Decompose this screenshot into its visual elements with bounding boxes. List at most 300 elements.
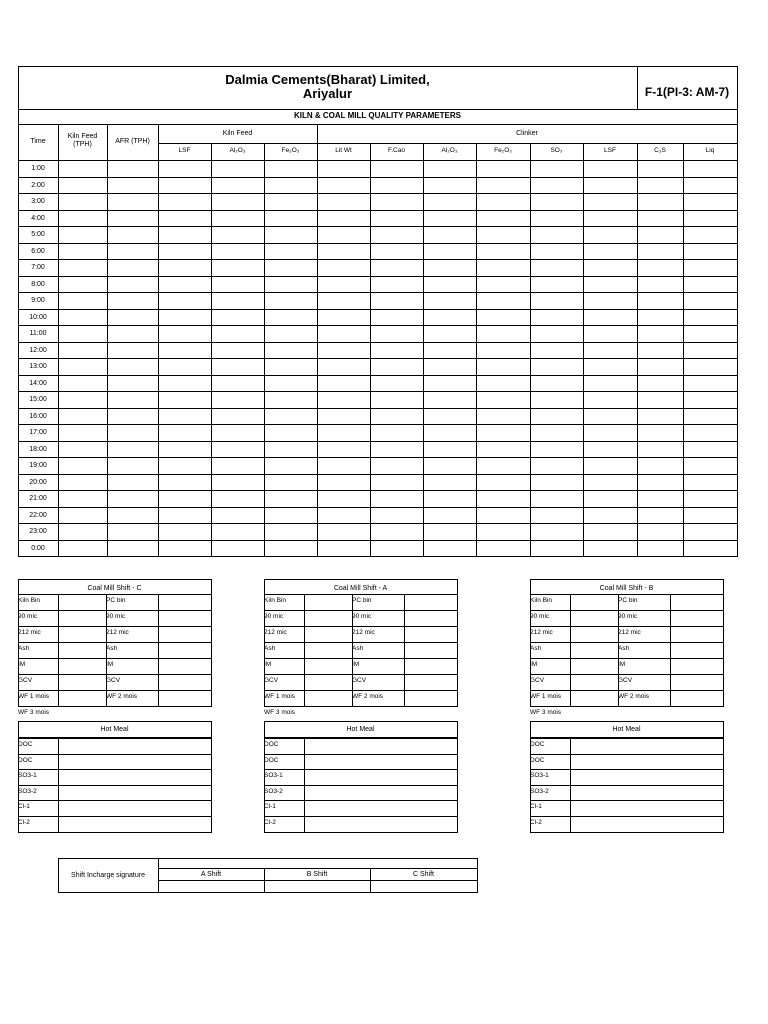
reading-cell[interactable]	[637, 441, 684, 458]
reading-cell[interactable]	[583, 193, 638, 211]
reading-cell[interactable]	[370, 160, 424, 178]
reading-cell[interactable]	[476, 358, 531, 376]
coal-mill-value-cell[interactable]	[404, 610, 458, 627]
coal-mill-value-cell[interactable]	[670, 610, 724, 627]
reading-cell[interactable]	[264, 358, 318, 376]
reading-cell[interactable]	[264, 193, 318, 211]
reading-cell[interactable]	[583, 226, 638, 244]
reading-cell[interactable]	[107, 523, 159, 541]
reading-cell[interactable]	[423, 177, 477, 194]
reading-cell[interactable]	[476, 424, 531, 442]
reading-cell[interactable]	[637, 358, 684, 376]
coal-mill-value-cell[interactable]	[404, 594, 458, 611]
reading-cell[interactable]	[317, 259, 371, 277]
reading-cell[interactable]	[158, 193, 212, 211]
reading-cell[interactable]	[107, 243, 159, 260]
reading-cell[interactable]	[683, 276, 738, 293]
reading-cell[interactable]	[158, 540, 212, 557]
hot-meal-value-cell[interactable]	[58, 816, 212, 833]
reading-cell[interactable]	[530, 424, 584, 442]
reading-cell[interactable]	[530, 474, 584, 491]
reading-cell[interactable]	[317, 474, 371, 491]
reading-cell[interactable]	[370, 325, 424, 343]
reading-cell[interactable]	[211, 358, 265, 376]
coal-mill-value-cell[interactable]	[304, 642, 353, 659]
reading-cell[interactable]	[683, 259, 738, 277]
reading-cell[interactable]	[530, 408, 584, 425]
reading-cell[interactable]	[530, 193, 584, 211]
reading-cell[interactable]	[476, 325, 531, 343]
reading-cell[interactable]	[211, 507, 265, 524]
reading-cell[interactable]	[58, 309, 108, 326]
coal-mill-value-cell[interactable]	[304, 626, 353, 643]
reading-cell[interactable]	[683, 243, 738, 260]
reading-cell[interactable]	[530, 507, 584, 524]
reading-cell[interactable]	[683, 424, 738, 442]
coal-mill-value-cell[interactable]	[158, 626, 212, 643]
reading-cell[interactable]	[107, 342, 159, 359]
reading-cell[interactable]	[317, 342, 371, 359]
reading-cell[interactable]	[158, 243, 212, 260]
reading-cell[interactable]	[476, 391, 531, 409]
reading-cell[interactable]	[211, 243, 265, 260]
reading-cell[interactable]	[583, 408, 638, 425]
reading-cell[interactable]	[264, 325, 318, 343]
reading-cell[interactable]	[58, 177, 108, 194]
reading-cell[interactable]	[158, 457, 212, 475]
reading-cell[interactable]	[158, 292, 212, 310]
reading-cell[interactable]	[583, 457, 638, 475]
reading-cell[interactable]	[530, 210, 584, 227]
coal-mill-value-cell[interactable]	[670, 674, 724, 691]
reading-cell[interactable]	[637, 276, 684, 293]
reading-cell[interactable]	[683, 474, 738, 491]
reading-cell[interactable]	[107, 309, 159, 326]
reading-cell[interactable]	[211, 457, 265, 475]
coal-mill-value-cell[interactable]	[670, 594, 724, 611]
reading-cell[interactable]	[264, 523, 318, 541]
reading-cell[interactable]	[158, 523, 212, 541]
reading-cell[interactable]	[637, 210, 684, 227]
coal-mill-value-cell[interactable]	[304, 610, 353, 627]
coal-mill-value-cell[interactable]	[570, 642, 619, 659]
signature-entry-cell[interactable]	[158, 880, 265, 893]
reading-cell[interactable]	[58, 342, 108, 359]
reading-cell[interactable]	[683, 375, 738, 392]
reading-cell[interactable]	[637, 193, 684, 211]
reading-cell[interactable]	[107, 391, 159, 409]
reading-cell[interactable]	[637, 408, 684, 425]
coal-mill-value-cell[interactable]	[670, 626, 724, 643]
reading-cell[interactable]	[423, 507, 477, 524]
reading-cell[interactable]	[683, 408, 738, 425]
reading-cell[interactable]	[58, 474, 108, 491]
reading-cell[interactable]	[317, 441, 371, 458]
coal-mill-value-cell[interactable]	[58, 642, 107, 659]
reading-cell[interactable]	[58, 358, 108, 376]
hot-meal-value-cell[interactable]	[304, 785, 458, 801]
reading-cell[interactable]	[211, 342, 265, 359]
reading-cell[interactable]	[370, 226, 424, 244]
reading-cell[interactable]	[476, 457, 531, 475]
reading-cell[interactable]	[583, 358, 638, 376]
coal-mill-value-cell[interactable]	[58, 610, 107, 627]
reading-cell[interactable]	[211, 523, 265, 541]
reading-cell[interactable]	[107, 358, 159, 376]
reading-cell[interactable]	[476, 490, 531, 508]
reading-cell[interactable]	[107, 457, 159, 475]
reading-cell[interactable]	[264, 375, 318, 392]
reading-cell[interactable]	[637, 292, 684, 310]
reading-cell[interactable]	[107, 226, 159, 244]
reading-cell[interactable]	[211, 540, 265, 557]
reading-cell[interactable]	[370, 210, 424, 227]
reading-cell[interactable]	[530, 342, 584, 359]
reading-cell[interactable]	[683, 507, 738, 524]
reading-cell[interactable]	[107, 177, 159, 194]
reading-cell[interactable]	[370, 276, 424, 293]
reading-cell[interactable]	[58, 226, 108, 244]
hot-meal-value-cell[interactable]	[58, 785, 212, 801]
reading-cell[interactable]	[476, 292, 531, 310]
reading-cell[interactable]	[211, 375, 265, 392]
reading-cell[interactable]	[158, 474, 212, 491]
reading-cell[interactable]	[370, 375, 424, 392]
signature-entry-cell[interactable]	[370, 880, 478, 893]
reading-cell[interactable]	[637, 226, 684, 244]
reading-cell[interactable]	[423, 408, 477, 425]
reading-cell[interactable]	[158, 342, 212, 359]
reading-cell[interactable]	[58, 507, 108, 524]
reading-cell[interactable]	[158, 375, 212, 392]
reading-cell[interactable]	[637, 490, 684, 508]
reading-cell[interactable]	[264, 457, 318, 475]
reading-cell[interactable]	[211, 309, 265, 326]
reading-cell[interactable]	[107, 193, 159, 211]
reading-cell[interactable]	[683, 325, 738, 343]
coal-mill-value-cell[interactable]	[158, 690, 212, 707]
reading-cell[interactable]	[476, 177, 531, 194]
reading-cell[interactable]	[530, 309, 584, 326]
coal-mill-value-cell[interactable]	[158, 642, 212, 659]
reading-cell[interactable]	[370, 523, 424, 541]
reading-cell[interactable]	[370, 193, 424, 211]
reading-cell[interactable]	[423, 490, 477, 508]
reading-cell[interactable]	[683, 309, 738, 326]
reading-cell[interactable]	[423, 375, 477, 392]
reading-cell[interactable]	[58, 523, 108, 541]
reading-cell[interactable]	[58, 391, 108, 409]
reading-cell[interactable]	[264, 408, 318, 425]
reading-cell[interactable]	[58, 210, 108, 227]
reading-cell[interactable]	[264, 210, 318, 227]
hot-meal-value-cell[interactable]	[570, 800, 724, 817]
coal-mill-value-cell[interactable]	[404, 690, 458, 707]
reading-cell[interactable]	[476, 276, 531, 293]
reading-cell[interactable]	[637, 540, 684, 557]
reading-cell[interactable]	[583, 292, 638, 310]
reading-cell[interactable]	[637, 424, 684, 442]
reading-cell[interactable]	[476, 408, 531, 425]
reading-cell[interactable]	[264, 276, 318, 293]
coal-mill-value-cell[interactable]	[58, 690, 107, 707]
reading-cell[interactable]	[264, 424, 318, 442]
reading-cell[interactable]	[107, 441, 159, 458]
coal-mill-value-cell[interactable]	[670, 642, 724, 659]
reading-cell[interactable]	[423, 259, 477, 277]
reading-cell[interactable]	[264, 160, 318, 178]
reading-cell[interactable]	[583, 259, 638, 277]
reading-cell[interactable]	[476, 309, 531, 326]
reading-cell[interactable]	[107, 375, 159, 392]
reading-cell[interactable]	[476, 160, 531, 178]
reading-cell[interactable]	[683, 391, 738, 409]
hot-meal-value-cell[interactable]	[58, 738, 212, 755]
reading-cell[interactable]	[370, 342, 424, 359]
coal-mill-value-cell[interactable]	[404, 674, 458, 691]
coal-mill-value-cell[interactable]	[158, 658, 212, 675]
reading-cell[interactable]	[683, 193, 738, 211]
reading-cell[interactable]	[423, 309, 477, 326]
reading-cell[interactable]	[370, 259, 424, 277]
hot-meal-value-cell[interactable]	[304, 800, 458, 817]
reading-cell[interactable]	[423, 424, 477, 442]
coal-mill-value-cell[interactable]	[58, 594, 107, 611]
reading-cell[interactable]	[423, 474, 477, 491]
reading-cell[interactable]	[423, 292, 477, 310]
reading-cell[interactable]	[58, 325, 108, 343]
reading-cell[interactable]	[158, 325, 212, 343]
reading-cell[interactable]	[58, 292, 108, 310]
reading-cell[interactable]	[423, 441, 477, 458]
reading-cell[interactable]	[264, 226, 318, 244]
reading-cell[interactable]	[583, 342, 638, 359]
reading-cell[interactable]	[107, 540, 159, 557]
reading-cell[interactable]	[158, 507, 212, 524]
reading-cell[interactable]	[370, 292, 424, 310]
coal-mill-value-cell[interactable]	[670, 690, 724, 707]
reading-cell[interactable]	[530, 325, 584, 343]
coal-mill-value-cell[interactable]	[404, 626, 458, 643]
reading-cell[interactable]	[317, 276, 371, 293]
reading-cell[interactable]	[476, 507, 531, 524]
reading-cell[interactable]	[58, 243, 108, 260]
reading-cell[interactable]	[58, 193, 108, 211]
reading-cell[interactable]	[530, 523, 584, 541]
reading-cell[interactable]	[317, 523, 371, 541]
reading-cell[interactable]	[264, 490, 318, 508]
hot-meal-value-cell[interactable]	[570, 816, 724, 833]
reading-cell[interactable]	[583, 507, 638, 524]
reading-cell[interactable]	[370, 441, 424, 458]
reading-cell[interactable]	[476, 243, 531, 260]
coal-mill-value-cell[interactable]	[158, 674, 212, 691]
reading-cell[interactable]	[637, 507, 684, 524]
reading-cell[interactable]	[683, 523, 738, 541]
hot-meal-value-cell[interactable]	[570, 785, 724, 801]
reading-cell[interactable]	[423, 523, 477, 541]
reading-cell[interactable]	[158, 424, 212, 442]
reading-cell[interactable]	[58, 160, 108, 178]
reading-cell[interactable]	[264, 441, 318, 458]
reading-cell[interactable]	[370, 391, 424, 409]
reading-cell[interactable]	[476, 226, 531, 244]
reading-cell[interactable]	[583, 523, 638, 541]
reading-cell[interactable]	[423, 358, 477, 376]
reading-cell[interactable]	[317, 457, 371, 475]
reading-cell[interactable]	[107, 507, 159, 524]
reading-cell[interactable]	[583, 309, 638, 326]
reading-cell[interactable]	[370, 177, 424, 194]
reading-cell[interactable]	[683, 292, 738, 310]
reading-cell[interactable]	[264, 177, 318, 194]
reading-cell[interactable]	[583, 243, 638, 260]
reading-cell[interactable]	[683, 358, 738, 376]
reading-cell[interactable]	[107, 210, 159, 227]
reading-cell[interactable]	[107, 259, 159, 277]
reading-cell[interactable]	[317, 325, 371, 343]
reading-cell[interactable]	[370, 457, 424, 475]
coal-mill-value-cell[interactable]	[304, 594, 353, 611]
hot-meal-value-cell[interactable]	[58, 769, 212, 786]
hot-meal-value-cell[interactable]	[304, 738, 458, 755]
reading-cell[interactable]	[423, 276, 477, 293]
reading-cell[interactable]	[423, 342, 477, 359]
reading-cell[interactable]	[317, 292, 371, 310]
coal-mill-value-cell[interactable]	[570, 690, 619, 707]
reading-cell[interactable]	[370, 408, 424, 425]
reading-cell[interactable]	[264, 391, 318, 409]
reading-cell[interactable]	[637, 457, 684, 475]
reading-cell[interactable]	[423, 540, 477, 557]
reading-cell[interactable]	[423, 243, 477, 260]
coal-mill-value-cell[interactable]	[58, 674, 107, 691]
reading-cell[interactable]	[211, 441, 265, 458]
reading-cell[interactable]	[58, 259, 108, 277]
reading-cell[interactable]	[158, 160, 212, 178]
reading-cell[interactable]	[370, 540, 424, 557]
reading-cell[interactable]	[264, 243, 318, 260]
reading-cell[interactable]	[58, 441, 108, 458]
reading-cell[interactable]	[58, 408, 108, 425]
reading-cell[interactable]	[264, 259, 318, 277]
reading-cell[interactable]	[476, 523, 531, 541]
reading-cell[interactable]	[317, 540, 371, 557]
reading-cell[interactable]	[370, 474, 424, 491]
reading-cell[interactable]	[158, 309, 212, 326]
coal-mill-value-cell[interactable]	[304, 690, 353, 707]
reading-cell[interactable]	[583, 325, 638, 343]
reading-cell[interactable]	[211, 160, 265, 178]
reading-cell[interactable]	[107, 276, 159, 293]
reading-cell[interactable]	[476, 441, 531, 458]
reading-cell[interactable]	[370, 424, 424, 442]
reading-cell[interactable]	[370, 490, 424, 508]
coal-mill-value-cell[interactable]	[58, 626, 107, 643]
reading-cell[interactable]	[158, 226, 212, 244]
reading-cell[interactable]	[530, 259, 584, 277]
reading-cell[interactable]	[423, 226, 477, 244]
hot-meal-value-cell[interactable]	[58, 754, 212, 770]
reading-cell[interactable]	[211, 474, 265, 491]
reading-cell[interactable]	[423, 160, 477, 178]
reading-cell[interactable]	[683, 226, 738, 244]
reading-cell[interactable]	[107, 325, 159, 343]
coal-mill-value-cell[interactable]	[570, 674, 619, 691]
reading-cell[interactable]	[370, 309, 424, 326]
coal-mill-value-cell[interactable]	[570, 610, 619, 627]
reading-cell[interactable]	[317, 408, 371, 425]
reading-cell[interactable]	[683, 441, 738, 458]
reading-cell[interactable]	[476, 474, 531, 491]
reading-cell[interactable]	[476, 259, 531, 277]
reading-cell[interactable]	[530, 243, 584, 260]
reading-cell[interactable]	[370, 243, 424, 260]
reading-cell[interactable]	[317, 490, 371, 508]
reading-cell[interactable]	[683, 210, 738, 227]
reading-cell[interactable]	[317, 309, 371, 326]
reading-cell[interactable]	[158, 441, 212, 458]
reading-cell[interactable]	[264, 309, 318, 326]
reading-cell[interactable]	[370, 358, 424, 376]
reading-cell[interactable]	[637, 375, 684, 392]
coal-mill-value-cell[interactable]	[304, 658, 353, 675]
reading-cell[interactable]	[637, 523, 684, 541]
reading-cell[interactable]	[476, 210, 531, 227]
reading-cell[interactable]	[637, 160, 684, 178]
reading-cell[interactable]	[264, 342, 318, 359]
reading-cell[interactable]	[107, 490, 159, 508]
reading-cell[interactable]	[637, 325, 684, 343]
reading-cell[interactable]	[107, 160, 159, 178]
coal-mill-value-cell[interactable]	[304, 674, 353, 691]
reading-cell[interactable]	[211, 424, 265, 442]
hot-meal-value-cell[interactable]	[304, 769, 458, 786]
reading-cell[interactable]	[317, 193, 371, 211]
reading-cell[interactable]	[264, 292, 318, 310]
reading-cell[interactable]	[211, 210, 265, 227]
reading-cell[interactable]	[583, 424, 638, 442]
coal-mill-value-cell[interactable]	[404, 642, 458, 659]
reading-cell[interactable]	[58, 457, 108, 475]
reading-cell[interactable]	[583, 276, 638, 293]
coal-mill-value-cell[interactable]	[158, 610, 212, 627]
reading-cell[interactable]	[158, 210, 212, 227]
reading-cell[interactable]	[530, 177, 584, 194]
reading-cell[interactable]	[583, 210, 638, 227]
reading-cell[interactable]	[58, 490, 108, 508]
reading-cell[interactable]	[530, 540, 584, 557]
reading-cell[interactable]	[58, 276, 108, 293]
reading-cell[interactable]	[683, 457, 738, 475]
reading-cell[interactable]	[423, 457, 477, 475]
reading-cell[interactable]	[476, 342, 531, 359]
reading-cell[interactable]	[583, 375, 638, 392]
reading-cell[interactable]	[317, 424, 371, 442]
reading-cell[interactable]	[317, 210, 371, 227]
reading-cell[interactable]	[530, 160, 584, 178]
reading-cell[interactable]	[683, 342, 738, 359]
reading-cell[interactable]	[58, 424, 108, 442]
reading-cell[interactable]	[211, 177, 265, 194]
reading-cell[interactable]	[58, 375, 108, 392]
reading-cell[interactable]	[317, 243, 371, 260]
reading-cell[interactable]	[683, 540, 738, 557]
reading-cell[interactable]	[107, 292, 159, 310]
hot-meal-value-cell[interactable]	[304, 754, 458, 770]
reading-cell[interactable]	[317, 375, 371, 392]
reading-cell[interactable]	[476, 193, 531, 211]
